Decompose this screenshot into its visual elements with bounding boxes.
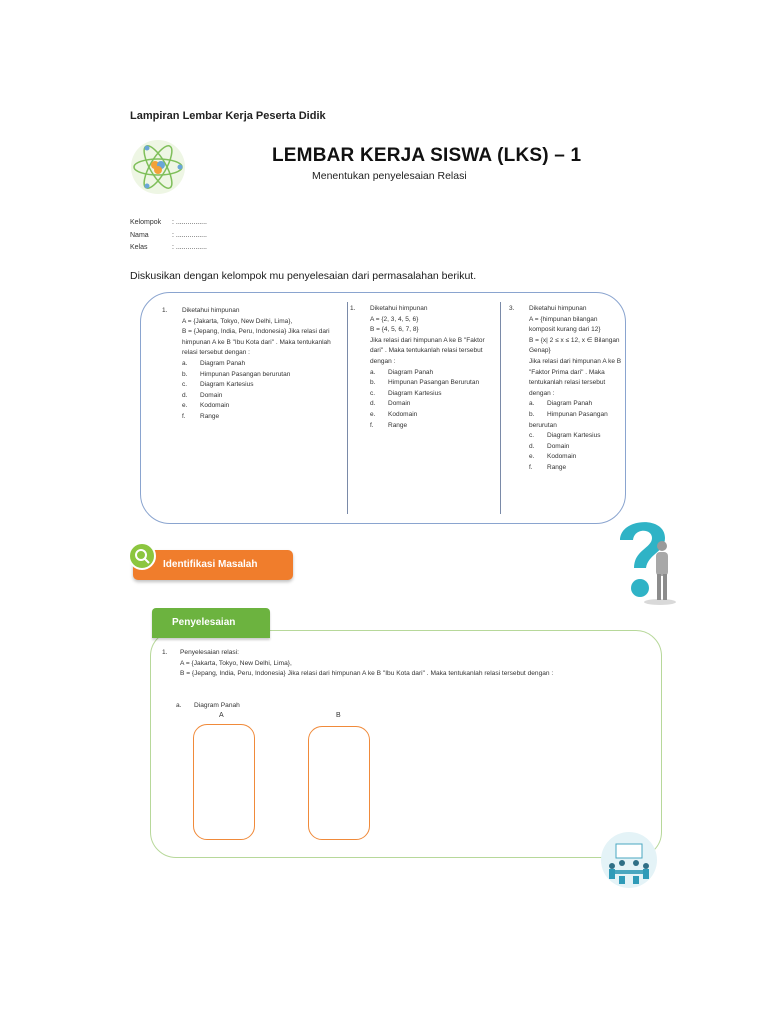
solution-line: B = {Jepang, India, Peru, Indonesia} Jika relasi dari himpunan A ke B "Ibu Kota dari" . Maka tentukanlah relasi tersebut dengan : bbox=[180, 670, 554, 677]
identity-fields bbox=[130, 217, 207, 255]
problem-line: A = {2, 3, 4, 5, 6} bbox=[370, 315, 419, 323]
penyelesaian-tab[interactable] bbox=[152, 608, 270, 638]
list-item: d. Domain bbox=[182, 391, 223, 399]
set-b-oval[interactable] bbox=[308, 726, 370, 840]
page-subtitle: Menentukan penyelesaian Relasi bbox=[312, 170, 467, 182]
list-item: e. Kodomain bbox=[370, 410, 418, 418]
problem-number: 1. bbox=[162, 307, 168, 314]
field-value: : ................ bbox=[172, 244, 208, 251]
problem-3 bbox=[509, 304, 624, 504]
list-item: a. Diagram Panah bbox=[370, 368, 434, 376]
problem-line: B = {Jepang, India, Peru, Indonesia} Jika relasi dari himpunan A ke B "Ibu Kota dari" . Maka tentukanlah relasi tersebut dengan : bbox=[182, 328, 331, 357]
list-item: d. Domain bbox=[370, 400, 411, 408]
list-item: d. Domain bbox=[529, 442, 570, 450]
field-value: : ................ bbox=[172, 219, 208, 226]
problem-1 bbox=[162, 306, 344, 506]
team-discussion-icon bbox=[600, 830, 658, 890]
field-label: Kelompok bbox=[130, 219, 162, 226]
problem-line: Jika relasi dari himpunan A ke B "Faktor dari" . Maka tentukanlah relasi tersebut dengan : bbox=[370, 336, 485, 365]
list-item: e. Kodomain bbox=[529, 453, 577, 461]
column-divider bbox=[347, 302, 348, 514]
atom-icon bbox=[128, 138, 188, 196]
solution-number: 1. bbox=[162, 649, 168, 656]
list-item: e. Kodomain bbox=[182, 402, 230, 410]
solution-item-a: a. Diagram Panah bbox=[176, 702, 240, 709]
question-mark-person-icon bbox=[610, 510, 680, 605]
field-nama[interactable] bbox=[130, 230, 207, 243]
list-item: a. Diagram Panah bbox=[182, 359, 246, 367]
solution-line: A = {Jakarta, Tokyo, New Delhi, Lima}, bbox=[180, 659, 292, 667]
problem-line: B = {x| 2 ≤ x ≤ 12, x ∈ Bilangan Genap} bbox=[529, 336, 620, 355]
appendix-label: Lampiran Lembar Kerja Peserta Didik bbox=[130, 110, 326, 122]
problem-line: Jika relasi dari himpunan A ke B "Faktor Prima dari" . Maka tentukanlah relasi tersebut dengan : bbox=[529, 357, 622, 397]
set-b-label: B bbox=[336, 712, 341, 719]
instruction-text: Diskusikan dengan kelompok mu penyelesaian dari permasalahan berikut. bbox=[130, 270, 477, 282]
solution-line: Penyelesaian relasi: bbox=[180, 649, 240, 656]
list-item: c. Diagram Kartesius bbox=[182, 381, 254, 389]
list-item: f. Range bbox=[370, 421, 408, 429]
identifikasi-masalah-tab[interactable] bbox=[133, 550, 293, 580]
column-divider bbox=[500, 302, 501, 514]
field-value: : ................ bbox=[172, 231, 208, 239]
list-item: a. Diagram Panah bbox=[529, 400, 593, 408]
problem-line: A = {himpunan bilangan komposit kurang dari 12} bbox=[529, 315, 601, 334]
page-title: LEMBAR KERJA SISWA (LKS) – 1 bbox=[272, 145, 582, 166]
penyelesaian-label: Penyelesaian bbox=[172, 617, 236, 628]
list-item: b. Himpunan Pasangan berurutan bbox=[529, 410, 608, 429]
problem-intro: Diketahui himpunan bbox=[370, 305, 428, 312]
field-label: Kelas bbox=[130, 244, 148, 251]
problem-intro: Diketahui himpunan bbox=[182, 307, 240, 314]
magnifier-icon bbox=[128, 542, 156, 570]
list-item: b. Himpunan Pasangan Berurutan bbox=[370, 379, 480, 387]
list-item: c. Diagram Kartesius bbox=[370, 389, 442, 397]
problem-2 bbox=[350, 304, 494, 504]
set-a-oval[interactable] bbox=[193, 724, 255, 840]
list-item: c. Diagram Kartesius bbox=[529, 432, 601, 440]
set-a-label: A bbox=[219, 712, 224, 719]
problem-line: A = {Jakarta, Tokyo, New Delhi, Lima}, bbox=[182, 317, 293, 325]
problem-number: 1. bbox=[350, 305, 356, 312]
list-item: f. Range bbox=[182, 412, 220, 420]
field-kelompok[interactable] bbox=[130, 217, 207, 230]
problem-number: 3. bbox=[509, 305, 515, 312]
problem-line: B = {4, 5, 6, 7, 8} bbox=[370, 326, 419, 334]
problem-intro: Diketahui himpunan bbox=[529, 305, 587, 312]
list-item: f. Range bbox=[529, 463, 567, 471]
identifikasi-label: Identifikasi Masalah bbox=[163, 559, 258, 570]
list-item: b. Himpunan Pasangan berurutan bbox=[182, 370, 291, 378]
field-label: Nama bbox=[130, 231, 149, 239]
field-kelas[interactable] bbox=[130, 242, 207, 255]
